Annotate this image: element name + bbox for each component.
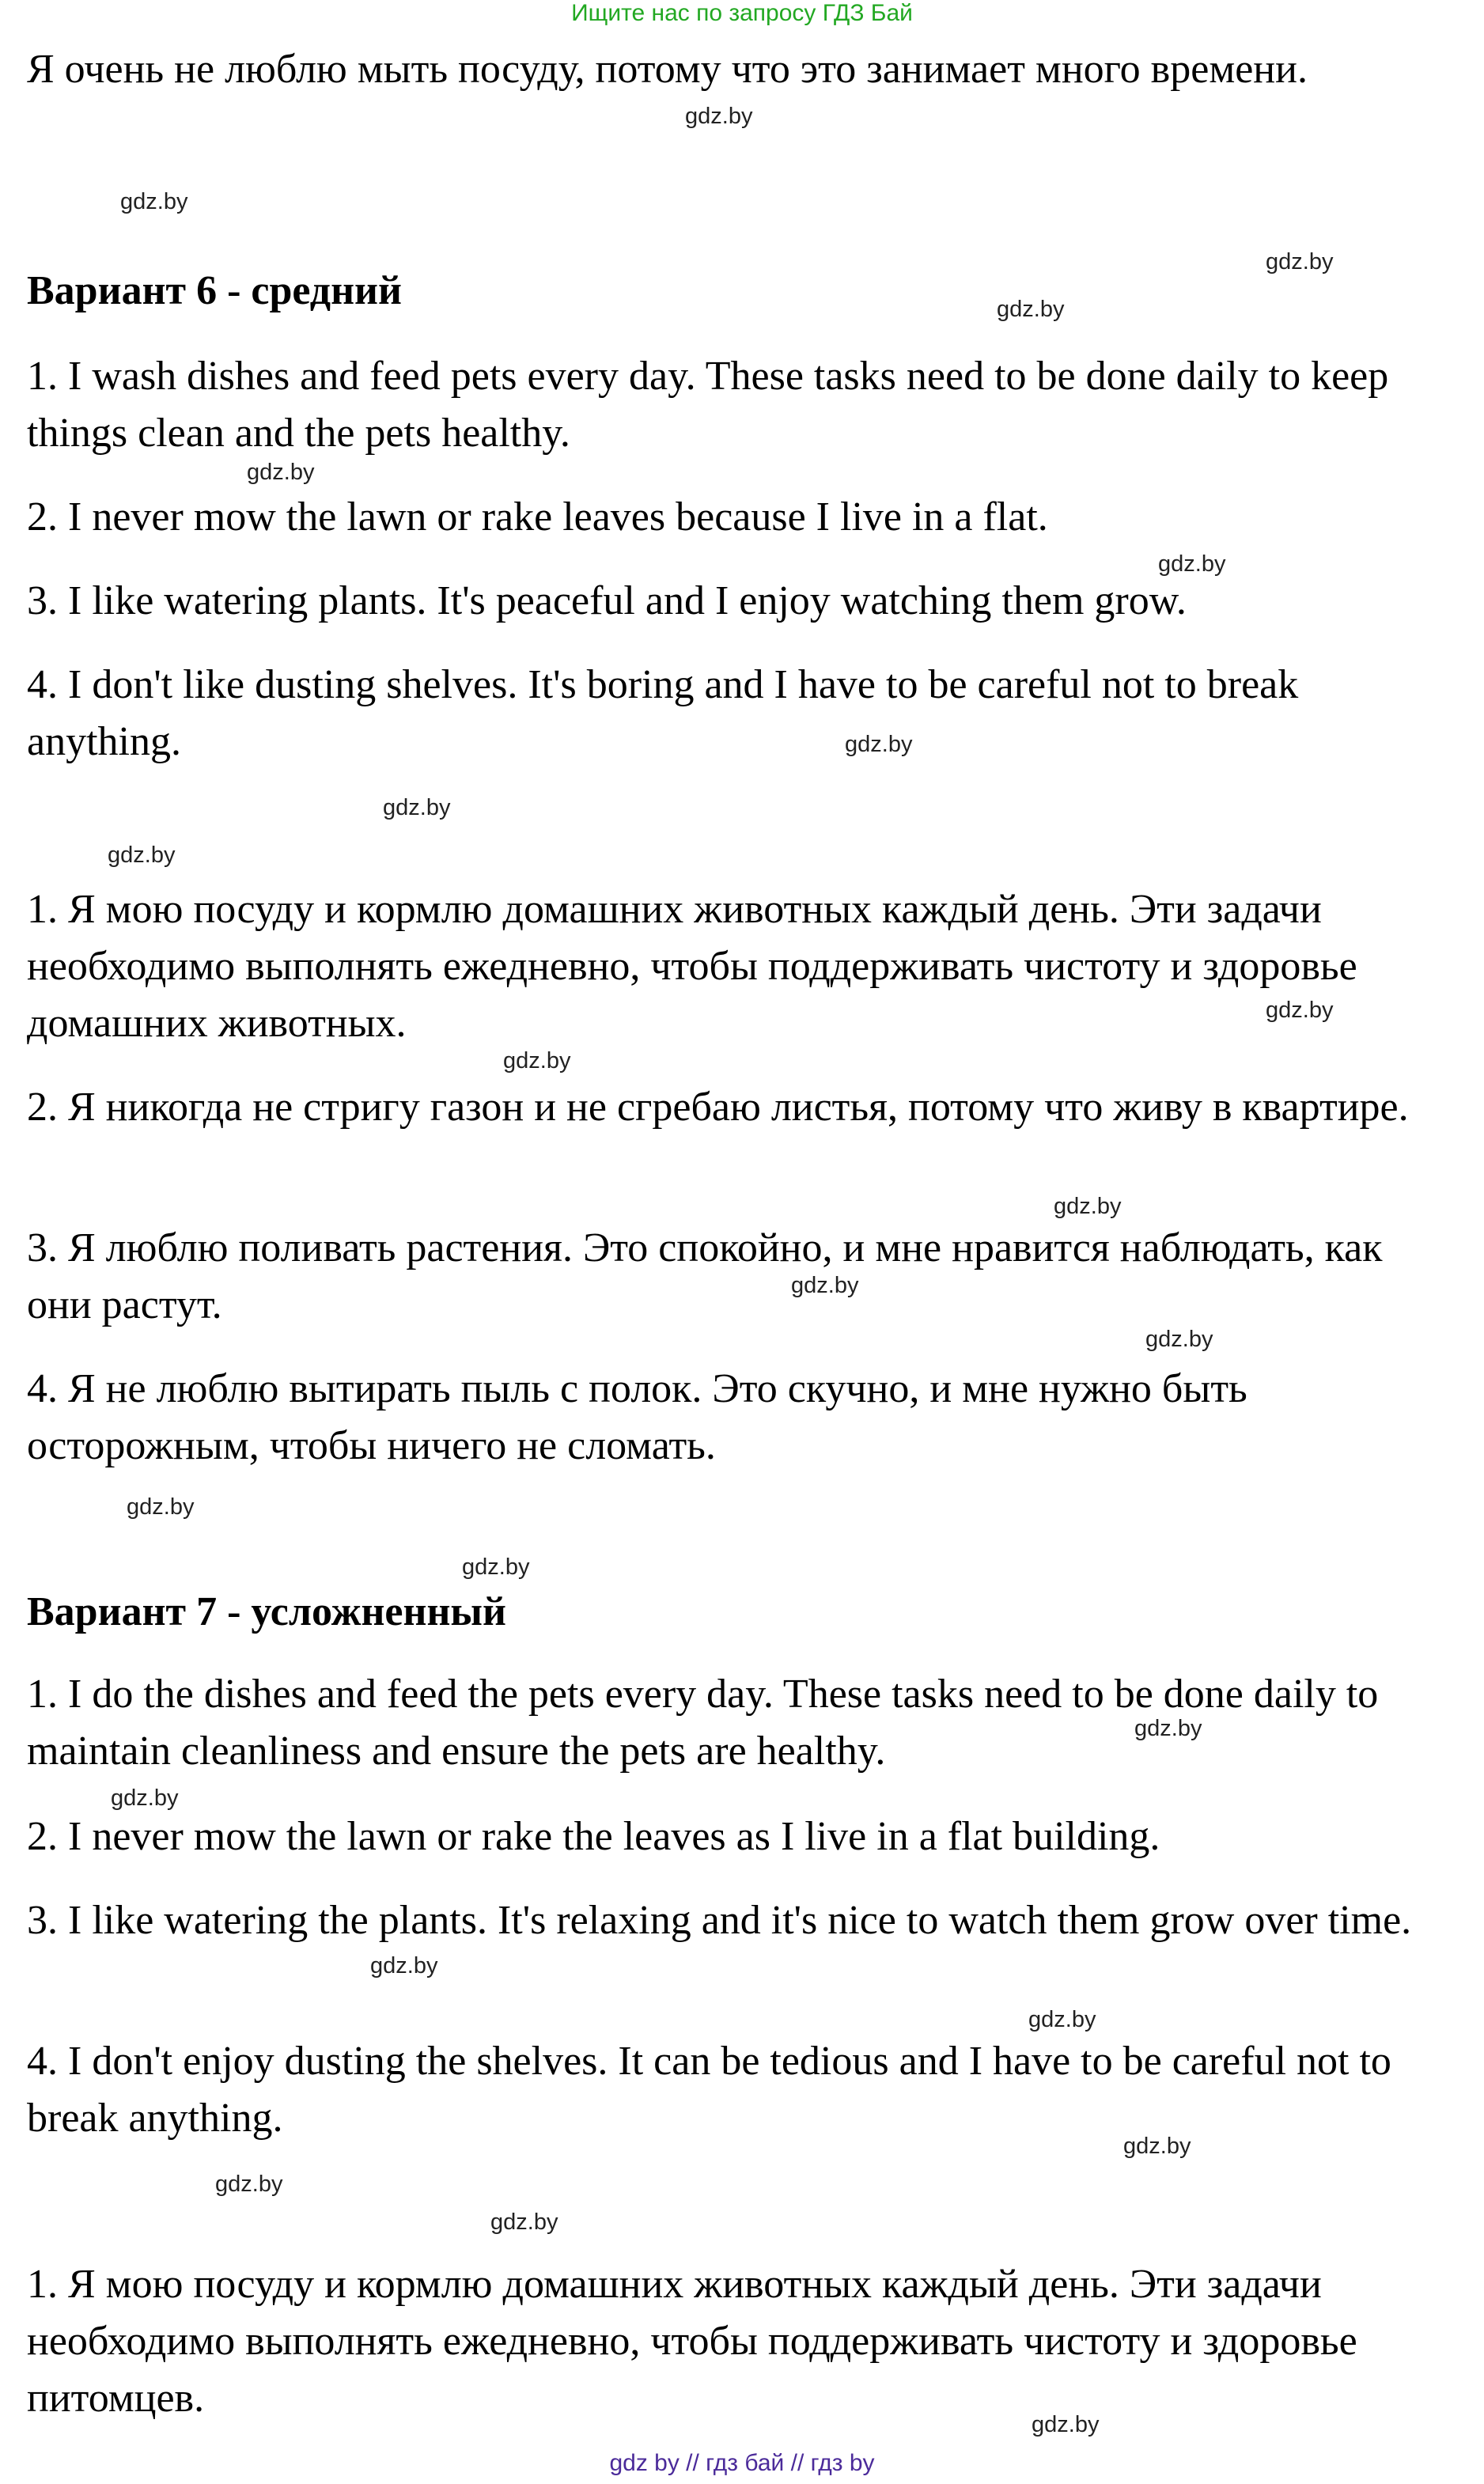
- watermark: gdz.by: [997, 297, 1065, 322]
- v7-russian-1: 1. Я мою посуду и кормлю домашних животных каждый день. Эти задачи необходимо выполнять ежедневно, чтобы поддерживать чистоту и здоровье питомцев.: [27, 2262, 1357, 2421]
- v7-english-3: 3. I like watering the plants. It's relaxing and it's nice to watch them grow over time.: [27, 1898, 1412, 1943]
- watermark: gdz.by: [1028, 2007, 1096, 2032]
- v6-russian-3: 3. Я люблю поливать растения. Это спокойно, и мне нравится наблюдать, как они растут.: [27, 1225, 1383, 1327]
- watermark: gdz.by: [490, 2209, 558, 2235]
- v6-english-3: 3. I like watering plants. It's peaceful and I enjoy watching them grow.: [27, 578, 1187, 623]
- watermark: gdz.by: [370, 1953, 438, 1978]
- watermark: gdz.by: [247, 460, 315, 485]
- watermark: gdz.by: [462, 1554, 530, 1580]
- v6-english-4: 4. I don't like dusting shelves. It's boring and I have to be careful not to break anything.: [27, 662, 1299, 764]
- watermark: gdz.by: [111, 1785, 179, 1811]
- footer-links: gdz by // гдз бай // гдз by: [609, 2450, 875, 2476]
- watermark: gdz.by: [1134, 1716, 1202, 1741]
- watermark: gdz.by: [383, 795, 451, 820]
- v7-english-2: 2. I never mow the lawn or rake the leaves as I live in a flat building.: [27, 1814, 1160, 1859]
- watermark: gdz.by: [1266, 249, 1334, 275]
- v7-english-4: 4. I don't enjoy dusting the shelves. It can be tedious and I have to be careful not to break anything.: [27, 2039, 1391, 2141]
- watermark: gdz.by: [215, 2172, 283, 2197]
- watermark: gdz.by: [120, 189, 188, 214]
- watermark: gdz.by: [791, 1273, 859, 1298]
- v7-english-1: 1. I do the dishes and feed the pets every day. These tasks need to be done daily to maintain cleanliness and ensure the pets are healthy.: [27, 1672, 1379, 1774]
- variant-7-heading: Вариант 7 - усложненный: [27, 1589, 506, 1634]
- v6-russian-2: 2. Я никогда не стригу газон и не сгребаю листья, потому что живу в квартире.: [27, 1085, 1409, 1130]
- watermark: gdz.by: [1266, 998, 1334, 1023]
- watermark: gdz.by: [1123, 2134, 1191, 2159]
- v6-russian-4: 4. Я не люблю вытирать пыль с полок. Это скучно, и мне нужно быть осторожным, чтобы ничего не сломать.: [27, 1366, 1247, 1468]
- v6-russian-1: 1. Я мою посуду и кормлю домашних животных каждый день. Эти задачи необходимо выполнять ежедневно, чтобы поддерживать чистоту и здоровье домашних животных.: [27, 887, 1357, 1046]
- watermark: gdz.by: [685, 104, 753, 129]
- watermark: gdz.by: [127, 1494, 195, 1520]
- variant-6-heading: Вариант 6 - средний: [27, 268, 402, 313]
- intro-paragraph: Я очень не люблю мыть посуду, потому что это занимает много времени.: [27, 47, 1308, 92]
- watermark: gdz.by: [1158, 551, 1226, 577]
- watermark: gdz.by: [845, 732, 913, 757]
- watermark: gdz.by: [1054, 1194, 1122, 1219]
- top-banner: Ищите нас по запросу ГДЗ Бай: [571, 0, 913, 26]
- v6-english-1: 1. I wash dishes and feed pets every day. These tasks need to be done daily to keep things clean and the pets healthy.: [27, 354, 1389, 456]
- watermark: gdz.by: [503, 1048, 571, 1073]
- watermark: gdz.by: [1145, 1327, 1213, 1352]
- v6-english-2: 2. I never mow the lawn or rake leaves because I live in a flat.: [27, 494, 1048, 540]
- watermark: gdz.by: [108, 843, 176, 868]
- watermark: gdz.by: [1032, 2412, 1100, 2437]
